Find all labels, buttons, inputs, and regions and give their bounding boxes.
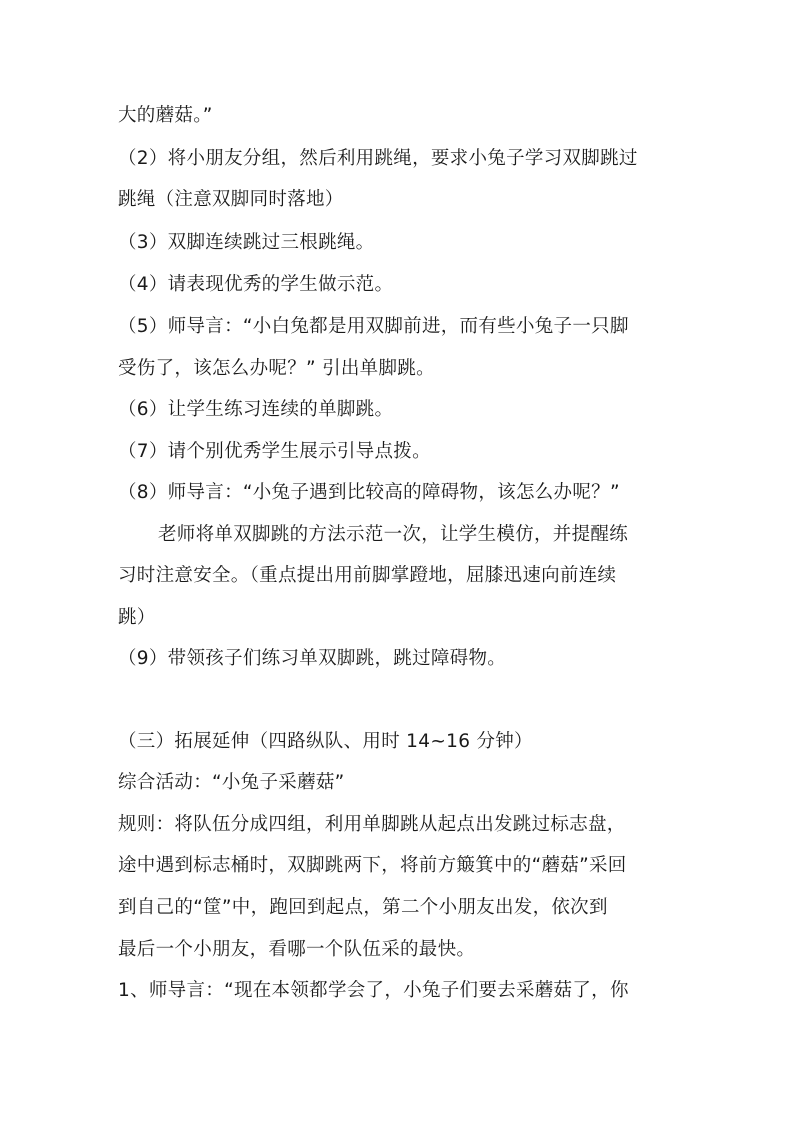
text-line: （7）请个别优秀学生展示引导点拨。	[118, 441, 431, 462]
text-line: 跳）	[118, 607, 156, 628]
text-line: 跳绳（注意双脚同时落地）	[118, 189, 344, 210]
text-line: （2）将小朋友分组，然后利用跳绳，要求小兔子学习双脚跳过	[118, 148, 638, 169]
text-line: 综合活动：“小兔子采蘑菇”	[118, 772, 345, 793]
section-heading: （三）拓展延伸（四路纵队、用时 14~16 分钟）	[118, 731, 533, 752]
text-line: 习时注意安全。（重点提出用前脚掌蹬地，屈膝迅速向前连续	[118, 565, 617, 586]
text-line: 规则：将队伍分成四组，利用单脚跳从起点出发跳过标志盘，	[118, 814, 626, 835]
text-line: （5）师导言：“小白兔都是用双脚前进，而有些小兔子一只脚	[118, 316, 629, 337]
text-line: （9）带领孩子们练习单双脚跳，跳过障碍物。	[118, 648, 507, 669]
text-line: （4）请表现优秀的学生做示范。	[118, 274, 394, 295]
text-line: 受伤了，该怎么办呢？” 引出单脚跳。	[118, 358, 435, 379]
text-line: （6）让学生练习连续的单脚跳。	[118, 399, 394, 420]
text-line: （8）师导言：“小兔子遇到比较高的障碍物，该怎么办呢？”	[118, 482, 620, 503]
text-line: 到自己的“筐”中，跑回到起点，第二个小朋友出发，依次到	[118, 897, 608, 918]
text-line: 途中遇到标志桶时，双脚跳两下，将前方簸箕中的“蘑菇”采回	[118, 855, 627, 876]
text-line: （3）双脚连续跳过三根跳绳。	[118, 232, 375, 253]
text-line: 大的蘑菇。”	[118, 105, 213, 126]
text-line: 老师将单双脚跳的方法示范一次，让学生模仿，并提醒练	[158, 524, 629, 545]
text-line: 最后一个小朋友，看哪一个队伍采的最快。	[118, 939, 476, 960]
text-line: 1、师导言：“现在本领都学会了，小兔子们要去采蘑菇了，你	[118, 980, 629, 1001]
